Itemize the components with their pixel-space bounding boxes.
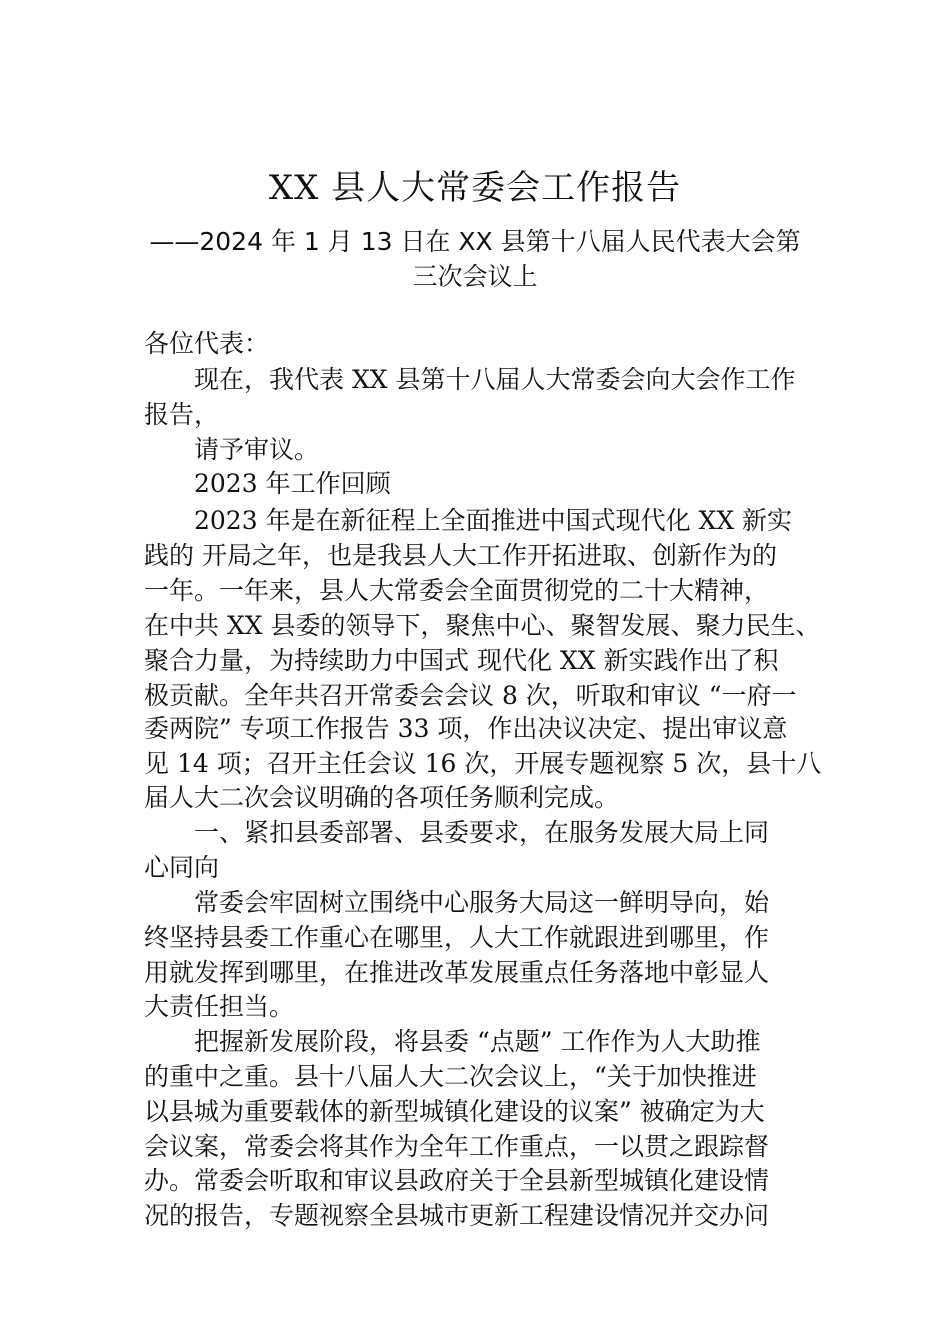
body-line: 一年。一年来，县人大常委会全面贯彻党的二十大精神， [144, 576, 770, 605]
body-line: 的重中之重。县十八届人大二次会议上，“关于加快推进 [144, 1062, 757, 1091]
body-line: 见 14 项；召开主任会议 16 次，开展专题视察 5 次，县十八 [144, 749, 822, 778]
section-heading: 一、紧扣县委部署、县委要求，在服务发展大局上同 [194, 818, 770, 847]
salutation: 各位代表： [144, 329, 270, 358]
body-line: 把握新发展阶段，将县委 “点题” 工作作为人大助推 [194, 1027, 761, 1056]
section-heading: 2023 年工作回顾 [194, 469, 391, 498]
body-line: 办。常委会听取和审议县政府关于全县新型城镇化建设情 [144, 1166, 770, 1195]
body-line: 现在，我代表 XX 县第十八届人大常委会向大会作工作 [194, 365, 796, 394]
section-heading: 心同向 [144, 853, 220, 882]
body-line: 大责任担当。 [144, 992, 295, 1021]
body-line: 请予审议。 [194, 435, 320, 464]
body-line: 常委会牢固树立围绕中心服务大局这一鲜明导向，始 [194, 888, 770, 917]
body-line: 报告， [144, 400, 220, 429]
body-line: 会议案，常委会将其作为全年工作重点，一以贯之跟踪督 [144, 1132, 770, 1161]
body-line: 极贡献。全年共召开常委会会议 8 次，听取和审议 “一府一 [144, 681, 797, 710]
document-subtitle-line-2: 三次会议上 [412, 262, 538, 291]
document-title: XX 县人大常委会工作报告 [268, 168, 682, 208]
body-line: 委两院” 专项工作报告 33 项，作出决议决定、提出审议意 [144, 714, 788, 743]
document-subtitle-line-1: ——2024 年 1 月 13 日在 XX 县第十八届人民代表大会第 [149, 227, 801, 256]
body-line: 聚合力量，为持续助力中国式 现代化 XX 新实践作出了积 [144, 646, 779, 675]
body-line: 况的报告，专题视察全县城市更新工程建设情况并交办问 [144, 1201, 770, 1230]
body-line: 用就发挥到哪里，在推进改革发展重点任务落地中彰显人 [144, 958, 770, 987]
body-line: 届人大二次会议明确的各项任务顺利完成。 [144, 783, 620, 812]
body-line: 践的 开局之年，也是我县人大工作开拓进取、创新作为的 [144, 541, 777, 570]
body-line: 2023 年是在新征程上全面推进中国式现代化 XX 新实 [194, 506, 793, 535]
body-line: 以县城为重要载体的新型城镇化建设的议案” 被确定为大 [144, 1097, 765, 1126]
body-line: 在中共 XX 县委的领导下，聚焦中心、聚智发展、聚力民生、 [144, 611, 821, 640]
body-line: 终坚持县委工作重心在哪里，人大工作就跟进到哪里，作 [144, 923, 770, 952]
